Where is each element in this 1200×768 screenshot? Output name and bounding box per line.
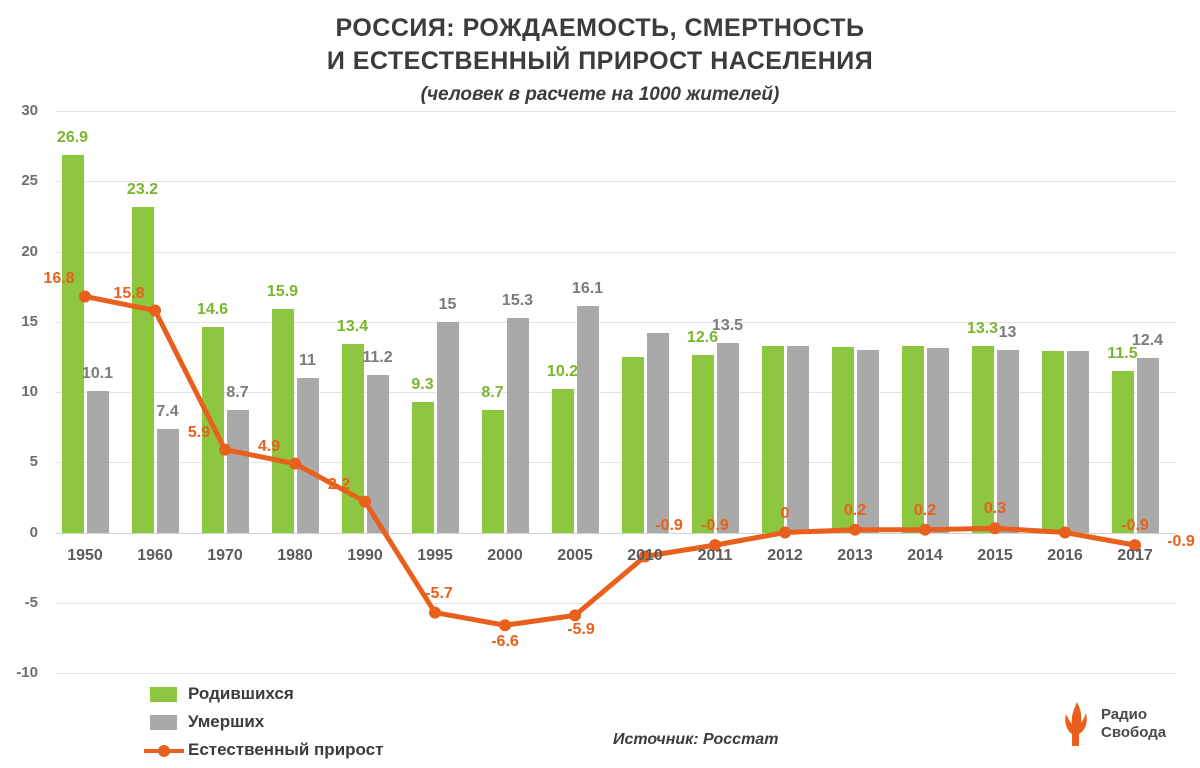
bar-label-births: 9.3	[411, 375, 434, 393]
chart-title-block	[0, 12, 1200, 106]
x-axis-tick: 2016	[1047, 546, 1083, 564]
bar-label-deaths: 11.2	[362, 349, 393, 367]
y-axis-tick: 0	[29, 523, 38, 541]
line-label-2010: -0.9	[655, 517, 683, 535]
bar-label-births: 10.2	[546, 363, 579, 381]
legend-item-deaths	[150, 708, 570, 736]
x-axis-tick: 1990	[347, 546, 383, 564]
legend-swatch-deaths-icon	[150, 715, 177, 730]
logo-text-line-1: Радио	[1101, 706, 1148, 723]
legend-line-marker-icon	[158, 745, 170, 757]
x-axis-tick: 2017	[1117, 546, 1153, 564]
page-title-line-1: РОССИЯ: РОЖДАЕМОСТЬ, СМЕРТНОСТЬ	[335, 14, 865, 42]
line-label-natural-increase: -5.7	[425, 584, 453, 602]
bar-label-births: 8.7	[481, 384, 504, 402]
y-axis-tick: 20	[21, 242, 38, 260]
y-axis-tick: 10	[21, 383, 38, 400]
grid-line	[56, 673, 1176, 674]
line-label-natural-increase: -6.6	[491, 633, 519, 651]
line-label-natural-increase: -0.9	[701, 517, 729, 535]
x-axis-tick: 1950	[67, 546, 103, 564]
logo-text-line-2: Свобода	[1101, 724, 1167, 741]
radio-svoboda-flame-icon	[1060, 700, 1094, 748]
bar-label-deaths: 7.4	[156, 402, 179, 420]
line-label-natural-increase: 16.8	[43, 270, 75, 288]
y-axis-tick: -5	[24, 593, 38, 611]
x-axis-tick: 1960	[137, 546, 173, 564]
logo	[1060, 700, 1166, 748]
bar-label-births: 12.6	[686, 329, 719, 347]
source-note: Источник: Росстат	[613, 731, 779, 748]
line-label-2017: -0.9	[1167, 533, 1195, 551]
bar-label-deaths: 13	[998, 323, 1017, 341]
y-axis-tick: -10	[16, 664, 38, 681]
x-axis-tick: 2014	[907, 546, 943, 564]
x-axis-tick: 2015	[977, 546, 1013, 564]
bar-label-deaths: 10.1	[81, 364, 114, 382]
logo-text	[1101, 706, 1166, 742]
bar-label-births: 23.2	[126, 180, 159, 198]
bar-label-births: 14.6	[196, 301, 229, 319]
x-axis-tick: 2005	[557, 546, 593, 564]
bar-label-births: 13.4	[336, 318, 369, 336]
bar-label-deaths: 11	[299, 351, 316, 369]
line-label-natural-increase: 0	[780, 504, 790, 522]
line-label-natural-increase: 5.9	[187, 423, 211, 441]
line-label-natural-increase: 0.2	[913, 501, 937, 519]
x-axis-tick: 2011	[697, 546, 733, 564]
page-title-line-2: И ЕСТЕСТВЕННЫЙ ПРИРОСТ НАСЕЛЕНИЯ	[326, 47, 874, 75]
y-axis-tick: 15	[21, 312, 38, 330]
bar-label-deaths: 12.4	[1131, 332, 1164, 350]
legend-label-deaths: Умерших	[188, 712, 265, 731]
bar-label-births: 13.3	[966, 319, 999, 337]
legend-line-icon	[150, 743, 177, 758]
line-label-natural-increase: 0.2	[843, 501, 867, 519]
x-axis-tick: 2012	[767, 546, 803, 564]
line-label-natural-increase: 0.3	[983, 500, 1007, 518]
legend	[150, 680, 570, 764]
line-label-natural-increase: 15.8	[113, 284, 145, 302]
legend-swatch-births-icon	[150, 687, 177, 702]
x-axis-tick: 2010	[627, 546, 663, 564]
line-label-natural-increase: -0.9	[1121, 517, 1149, 535]
bar-label-births: 15.9	[266, 283, 299, 301]
bar-label-deaths: 15.3	[501, 291, 534, 309]
x-axis-tick: 2013	[837, 546, 873, 564]
bar-label-births: 26.9	[56, 128, 89, 146]
legend-label-births: Родившихся	[188, 684, 294, 703]
bar-label-deaths: 16.1	[571, 280, 604, 298]
y-axis-tick: 30	[21, 102, 38, 119]
x-axis-tick: 2000	[487, 546, 523, 564]
x-axis-labels	[56, 111, 1176, 673]
x-axis-tick: 1980	[277, 546, 313, 564]
bar-label-deaths: 8.7	[226, 384, 249, 402]
bar-label-deaths: 15	[438, 295, 457, 313]
chart-subtitle: (человек в расчете на 1000 жителей)	[420, 84, 780, 105]
legend-item-natural-increase	[150, 736, 570, 764]
line-label-natural-increase: 4.9	[257, 437, 281, 455]
bar-label-deaths: 13.5	[711, 316, 744, 334]
legend-label-natural-increase: Естественный прирост	[188, 740, 384, 759]
x-axis-tick: 1995	[417, 546, 453, 564]
x-axis-tick: 1970	[207, 546, 243, 564]
line-label-natural-increase: 2.2	[327, 475, 351, 493]
y-axis-tick: 5	[29, 453, 38, 471]
bar-label-births: 11.5	[1107, 344, 1138, 362]
legend-item-births	[150, 680, 570, 708]
y-axis-tick: 25	[21, 172, 38, 190]
plot-area	[16, 102, 1195, 681]
line-label-natural-increase: -5.9	[567, 621, 595, 639]
